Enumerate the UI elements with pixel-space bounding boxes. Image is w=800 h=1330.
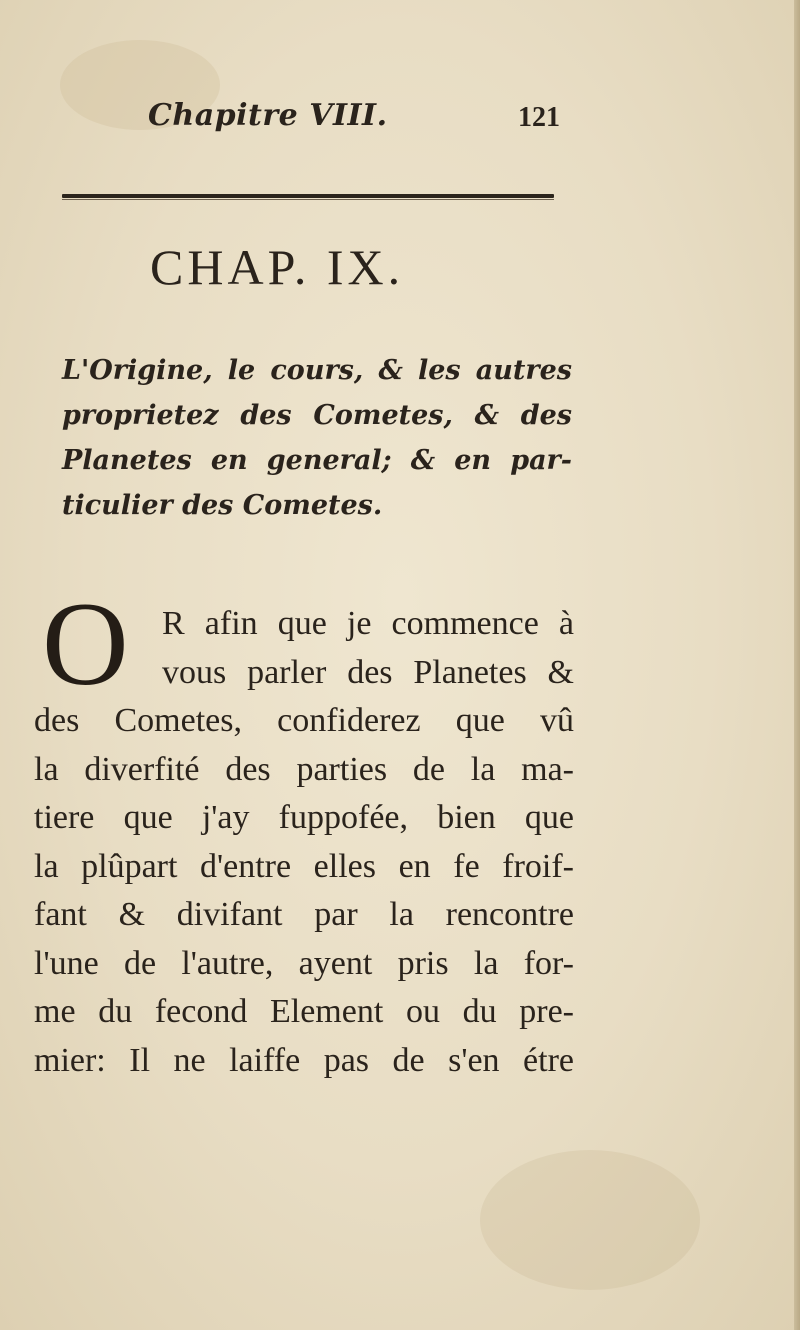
body-line: des Cometes, confiderez que vû [34,702,574,739]
body-line: fant & divifant par la rencontre [34,896,574,933]
body-line: R afin que je commence à [162,605,574,642]
body-line: tiere que j'ay fuppofée, bien que [34,799,574,836]
body-line: me du fecond Element ou du pre- [34,993,574,1030]
header-rule-thin [62,199,554,200]
summary-line: proprietez des Cometes, & des [62,400,572,431]
running-head: Chapitre VIII. [148,98,388,133]
chapter-title: CHAP. IX. [150,239,405,295]
body-line: vous parler des Planetes & [162,653,574,691]
chapter-summary [62,348,572,528]
page-edge [794,0,800,1330]
body-line: l'une de l'autre, ayent pris la for- [34,944,574,982]
paper-stain [480,1150,700,1290]
page-number: 121 [518,102,560,133]
summary-line: Planetes en general; & en par- [62,445,572,476]
header-rule [62,194,554,198]
page-header [0,98,800,148]
summary-line: ticulier des Cometes. [62,490,383,521]
body-line: mier: Il ne laiffe pas de s'en étre [34,1041,574,1079]
body-line: la plûpart d'entre elles en fe froif- [34,847,574,885]
summary-line: L'Origine, le cours, & les autres [62,355,572,386]
drop-cap: O [42,577,129,710]
body-line: la diverfité des parties de la ma- [34,750,574,788]
body-text [34,600,574,1085]
